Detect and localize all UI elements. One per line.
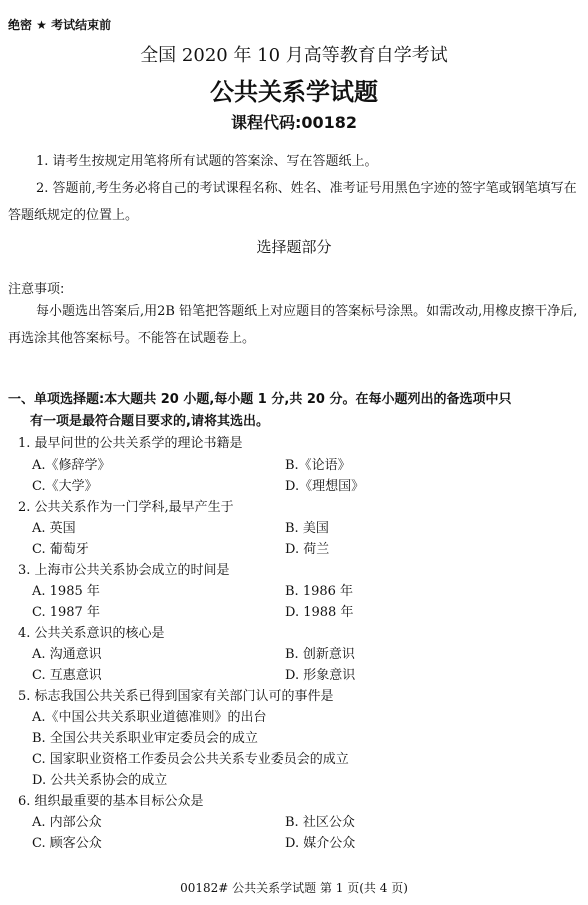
question-4-option-b: B. 创新意识 bbox=[285, 647, 355, 662]
question-2-option-d: D. 荷兰 bbox=[285, 542, 330, 557]
secret-label: 绝密 ★ 考试结束前 bbox=[8, 18, 112, 32]
course-code: 课程代码:00182 bbox=[230, 113, 358, 132]
question-5-option-b: B. 全国公共关系职业审定委员会的成立 bbox=[32, 731, 258, 746]
question-3-option-b: B. 1986 年 bbox=[285, 584, 354, 599]
question-6-option-c: C. 顾客公众 bbox=[32, 836, 102, 851]
question-3-option-c: C. 1987 年 bbox=[32, 605, 100, 620]
question-5-stem: 5. 标志我国公共关系已得到国家有关部门认可的事件是 bbox=[18, 689, 334, 704]
question-6-option-a: A. 内部公众 bbox=[32, 815, 102, 830]
question-3-option-d: D. 1988 年 bbox=[285, 605, 354, 620]
page-footer: 00182# 公共关系学试题 第 1 页(共 4 页) bbox=[180, 881, 408, 895]
question-4-option-c: C. 互惠意识 bbox=[32, 668, 102, 683]
section-title: 选择题部分 bbox=[256, 238, 332, 256]
question-6-option-b: B. 社区公众 bbox=[285, 815, 355, 830]
note-text bbox=[8, 298, 580, 352]
paper-title: 公共关系学试题 bbox=[210, 78, 378, 106]
question-1-option-c: C.《大学》 bbox=[32, 479, 98, 494]
question-5-option-c: C. 国家职业资格工作委员会公共关系专业委员会的成立 bbox=[32, 752, 349, 767]
question-4-option-a: A. 沟通意识 bbox=[32, 647, 102, 662]
note-label: 注意事项: bbox=[8, 282, 65, 297]
note-text-content: 每小题选出答案后,用2B 铅笔把答题纸上对应题目的答案标号涂黑。如需改动,用橡皮擦干净后,再选涂其他答案标号。不能答在试题卷上。 bbox=[8, 304, 578, 346]
instruction-2 bbox=[8, 175, 580, 229]
question-6-stem: 6. 组织最重要的基本目标公众是 bbox=[18, 794, 204, 809]
instruction-1-text: 1. 请考生按规定用笔将所有试题的答案涂、写在答题纸上。 bbox=[36, 154, 378, 169]
part1-heading-line2: 有一项是最符合题目要求的,请将其选出。 bbox=[30, 414, 269, 429]
question-3-stem: 3. 上海市公共关系协会成立的时间是 bbox=[18, 563, 230, 578]
question-4-stem: 4. 公共关系意识的核心是 bbox=[18, 626, 165, 641]
question-3-option-a: A. 1985 年 bbox=[32, 584, 100, 599]
question-1-option-d: D.《理想国》 bbox=[285, 479, 365, 494]
question-1-option-a: A.《修辞学》 bbox=[32, 458, 111, 473]
question-5-option-d: D. 公共关系协会的成立 bbox=[32, 773, 168, 788]
exam-line: 全国 2020 年 10 月高等教育自学考试 bbox=[140, 45, 448, 66]
question-1-stem: 1. 最早问世的公共关系学的理论书籍是 bbox=[18, 436, 243, 451]
question-2-option-b: B. 美国 bbox=[285, 521, 329, 536]
question-5-option-a: A.《中国公共关系职业道德准则》的出台 bbox=[32, 710, 267, 725]
part1-heading-line1: 一、单项选择题:本大题共 20 小题,每小题 1 分,共 20 分。在每小题列出的备选项中只 bbox=[8, 392, 512, 407]
question-4-option-d: D. 形象意识 bbox=[285, 668, 356, 683]
question-6-option-d: D. 媒介公众 bbox=[285, 836, 356, 851]
question-1-option-b: B.《论语》 bbox=[285, 458, 351, 473]
question-2-stem: 2. 公共关系作为一门学科,最早产生于 bbox=[18, 500, 234, 515]
question-2-option-c: C. 葡萄牙 bbox=[32, 542, 89, 557]
instruction-2-text: 2. 答题前,考生务必将自己的考试课程名称、姓名、准考证号用黑色字迹的签字笔或钢笔填写在答题纸规定的位置上。 bbox=[8, 181, 577, 223]
question-2-option-a: A. 英国 bbox=[32, 521, 76, 536]
instruction-1 bbox=[8, 148, 580, 175]
